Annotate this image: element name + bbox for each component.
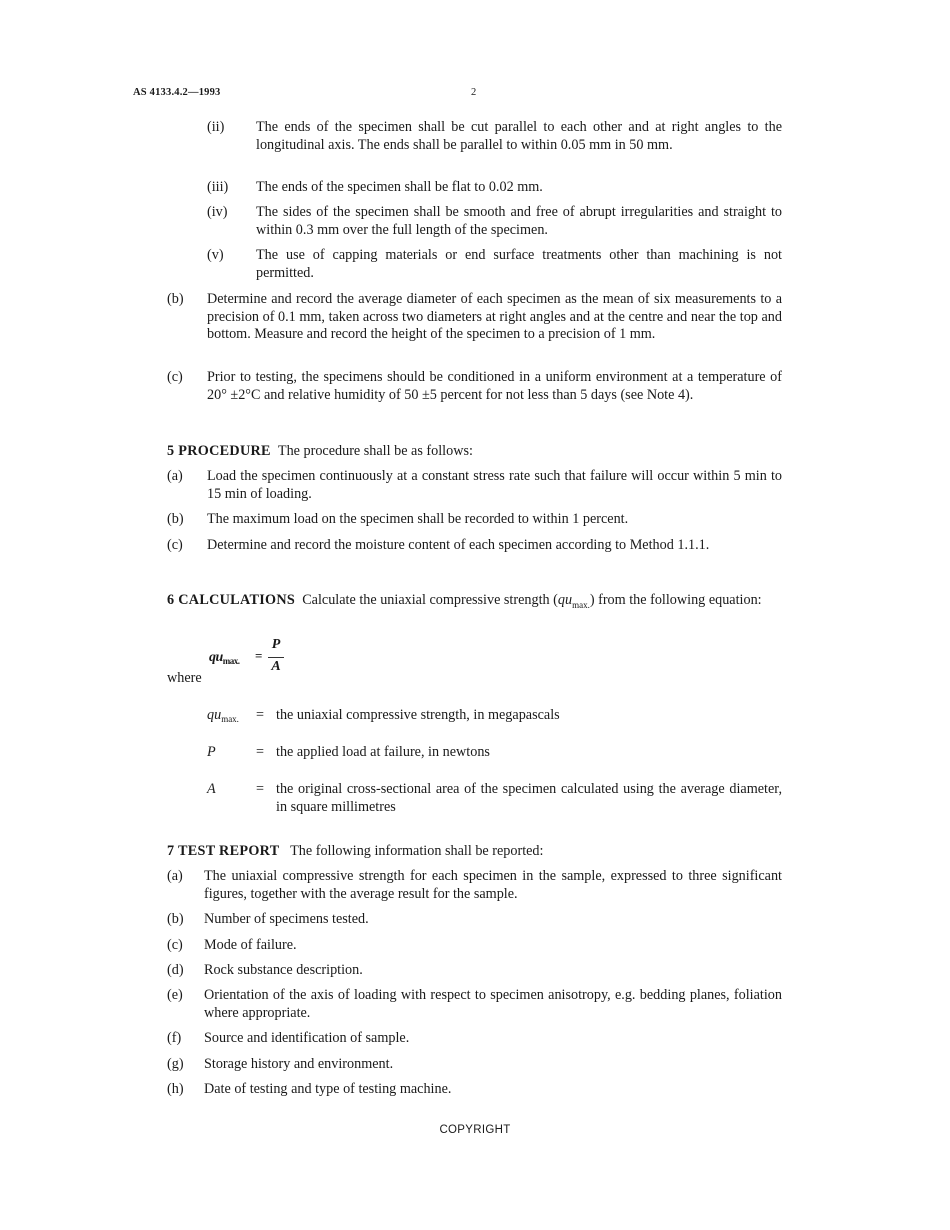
item-text: Load the specimen continuously at a constant stress rate such that failure will occur within 5 min to 15 min of loading. (207, 468, 782, 502)
item-text: Prior to testing, the specimens should be conditioned in a uniform environment at a temperature of 20° ±2°C and relative humidity of 50 ±5 percent for not less than 5 days (see Note 4). (207, 369, 782, 403)
item-text: Rock substance description. (204, 962, 363, 978)
section-heading: 5 PROCEDURE (167, 443, 271, 459)
item-label: (e) (167, 987, 183, 1003)
item-label: (c) (167, 537, 183, 553)
item-label: (a) (167, 468, 183, 484)
definition-equals: = (256, 744, 265, 760)
page-number: 2 (471, 87, 477, 98)
definition-symbol-qu (207, 707, 239, 724)
definition-text: the original cross-sectional area of the specimen calculated using the average diameter, in square millimetres (276, 781, 782, 815)
item-label: (f) (167, 1030, 182, 1046)
section-heading: 6 CALCULATIONS (167, 592, 296, 608)
equation-denominator: A (271, 659, 281, 674)
standard-number: AS 4133.4.2—1993 (133, 87, 221, 98)
item-label: (c) (167, 937, 183, 953)
item-text: Mode of failure. (204, 937, 297, 953)
section-intro: The following information shall be reported: (290, 843, 544, 859)
subitem-label: (iv) (207, 204, 228, 220)
item-text: Determine and record the moisture content of each specimen according to Method 1.1.1. (207, 537, 710, 553)
symbol-qu: qu (557, 592, 573, 608)
equation-equals: = (255, 648, 263, 663)
section-intro-before: Calculate the uniaxial compressive strength ( (302, 592, 558, 608)
subitem-label: (v) (207, 247, 224, 263)
equation-subscript: max. (222, 656, 240, 666)
item-label: (a) (167, 868, 183, 884)
section-intro: The procedure shall be as follows: (277, 443, 473, 459)
equation-lhs (209, 648, 240, 666)
item-label: (d) (167, 962, 184, 978)
item-label: (c) (167, 369, 183, 385)
equation-symbol: qu (209, 650, 223, 665)
item-label: (h) (167, 1081, 184, 1097)
item-text: Date of testing and type of testing machine. (204, 1081, 452, 1097)
definition-symbol-a: A (207, 781, 216, 797)
subitem-label: (iii) (207, 179, 229, 195)
subitem-text: The sides of the specimen shall be smooth and free of abrupt irregularities and straight to within 0.3 mm over the full length of the specimen. (256, 204, 782, 238)
definition-symbol: qu (207, 707, 222, 723)
fraction-bar (268, 657, 284, 658)
item-text: Storage history and environment. (204, 1056, 394, 1072)
section-intro-after: ) from the following equation: (589, 592, 762, 608)
definition-text: the uniaxial compressive strength, in megapascals (276, 707, 560, 723)
definition-symbol-p: P (207, 744, 216, 760)
subitem-label: (ii) (207, 119, 225, 135)
procedure-heading-line (167, 443, 782, 461)
definition-equals: = (256, 781, 265, 797)
item-label: (g) (167, 1056, 184, 1072)
equation-numerator: P (271, 637, 281, 652)
item-text: Number of specimens tested. (204, 911, 369, 927)
item-text: Source and identification of sample. (204, 1030, 410, 1046)
subitem-text: The ends of the specimen shall be flat to 0.02 mm. (256, 179, 543, 195)
item-label: (b) (167, 511, 184, 527)
definition-subscript: max. (221, 714, 239, 724)
definition-text: the applied load at failure, in newtons (276, 744, 490, 760)
item-text: The maximum load on the specimen shall be recorded to within 1 percent. (207, 511, 629, 527)
calculations-paragraph (167, 592, 782, 614)
subitem-text: The ends of the specimen shall be cut parallel to each other and at right angles to the longitudinal axis. The ends shall be parallel to within 0.05 mm in 50 mm. (256, 119, 782, 153)
where-label: where (167, 670, 202, 686)
report-heading-line (167, 843, 782, 861)
item-label: (b) (167, 291, 184, 307)
item-text: Determine and record the average diameter of each specimen as the mean of six measurements to a precision of 0.1 mm, taken across two diameters at right angles and at the centre and near the top and bottom. Measure and record the height of the specimen to a precision of 1 mm. (207, 291, 782, 343)
section-heading: 7 TEST REPORT (167, 843, 280, 859)
definition-equals: = (256, 707, 265, 723)
item-text: Orientation of the axis of loading with respect to specimen anisotropy, e.g. bedding planes, foliation where appropriate. (204, 987, 782, 1021)
symbol-subscript: max. (572, 599, 590, 610)
subitem-text: The use of capping materials or end surface treatments other than machining is not permitted. (256, 247, 782, 281)
item-text: The uniaxial compressive strength for each specimen in the sample, expressed to three significant figures, together with the average result for the sample. (204, 868, 782, 902)
item-label: (b) (167, 911, 184, 927)
copyright-footer: COPYRIGHT (439, 1124, 511, 1136)
